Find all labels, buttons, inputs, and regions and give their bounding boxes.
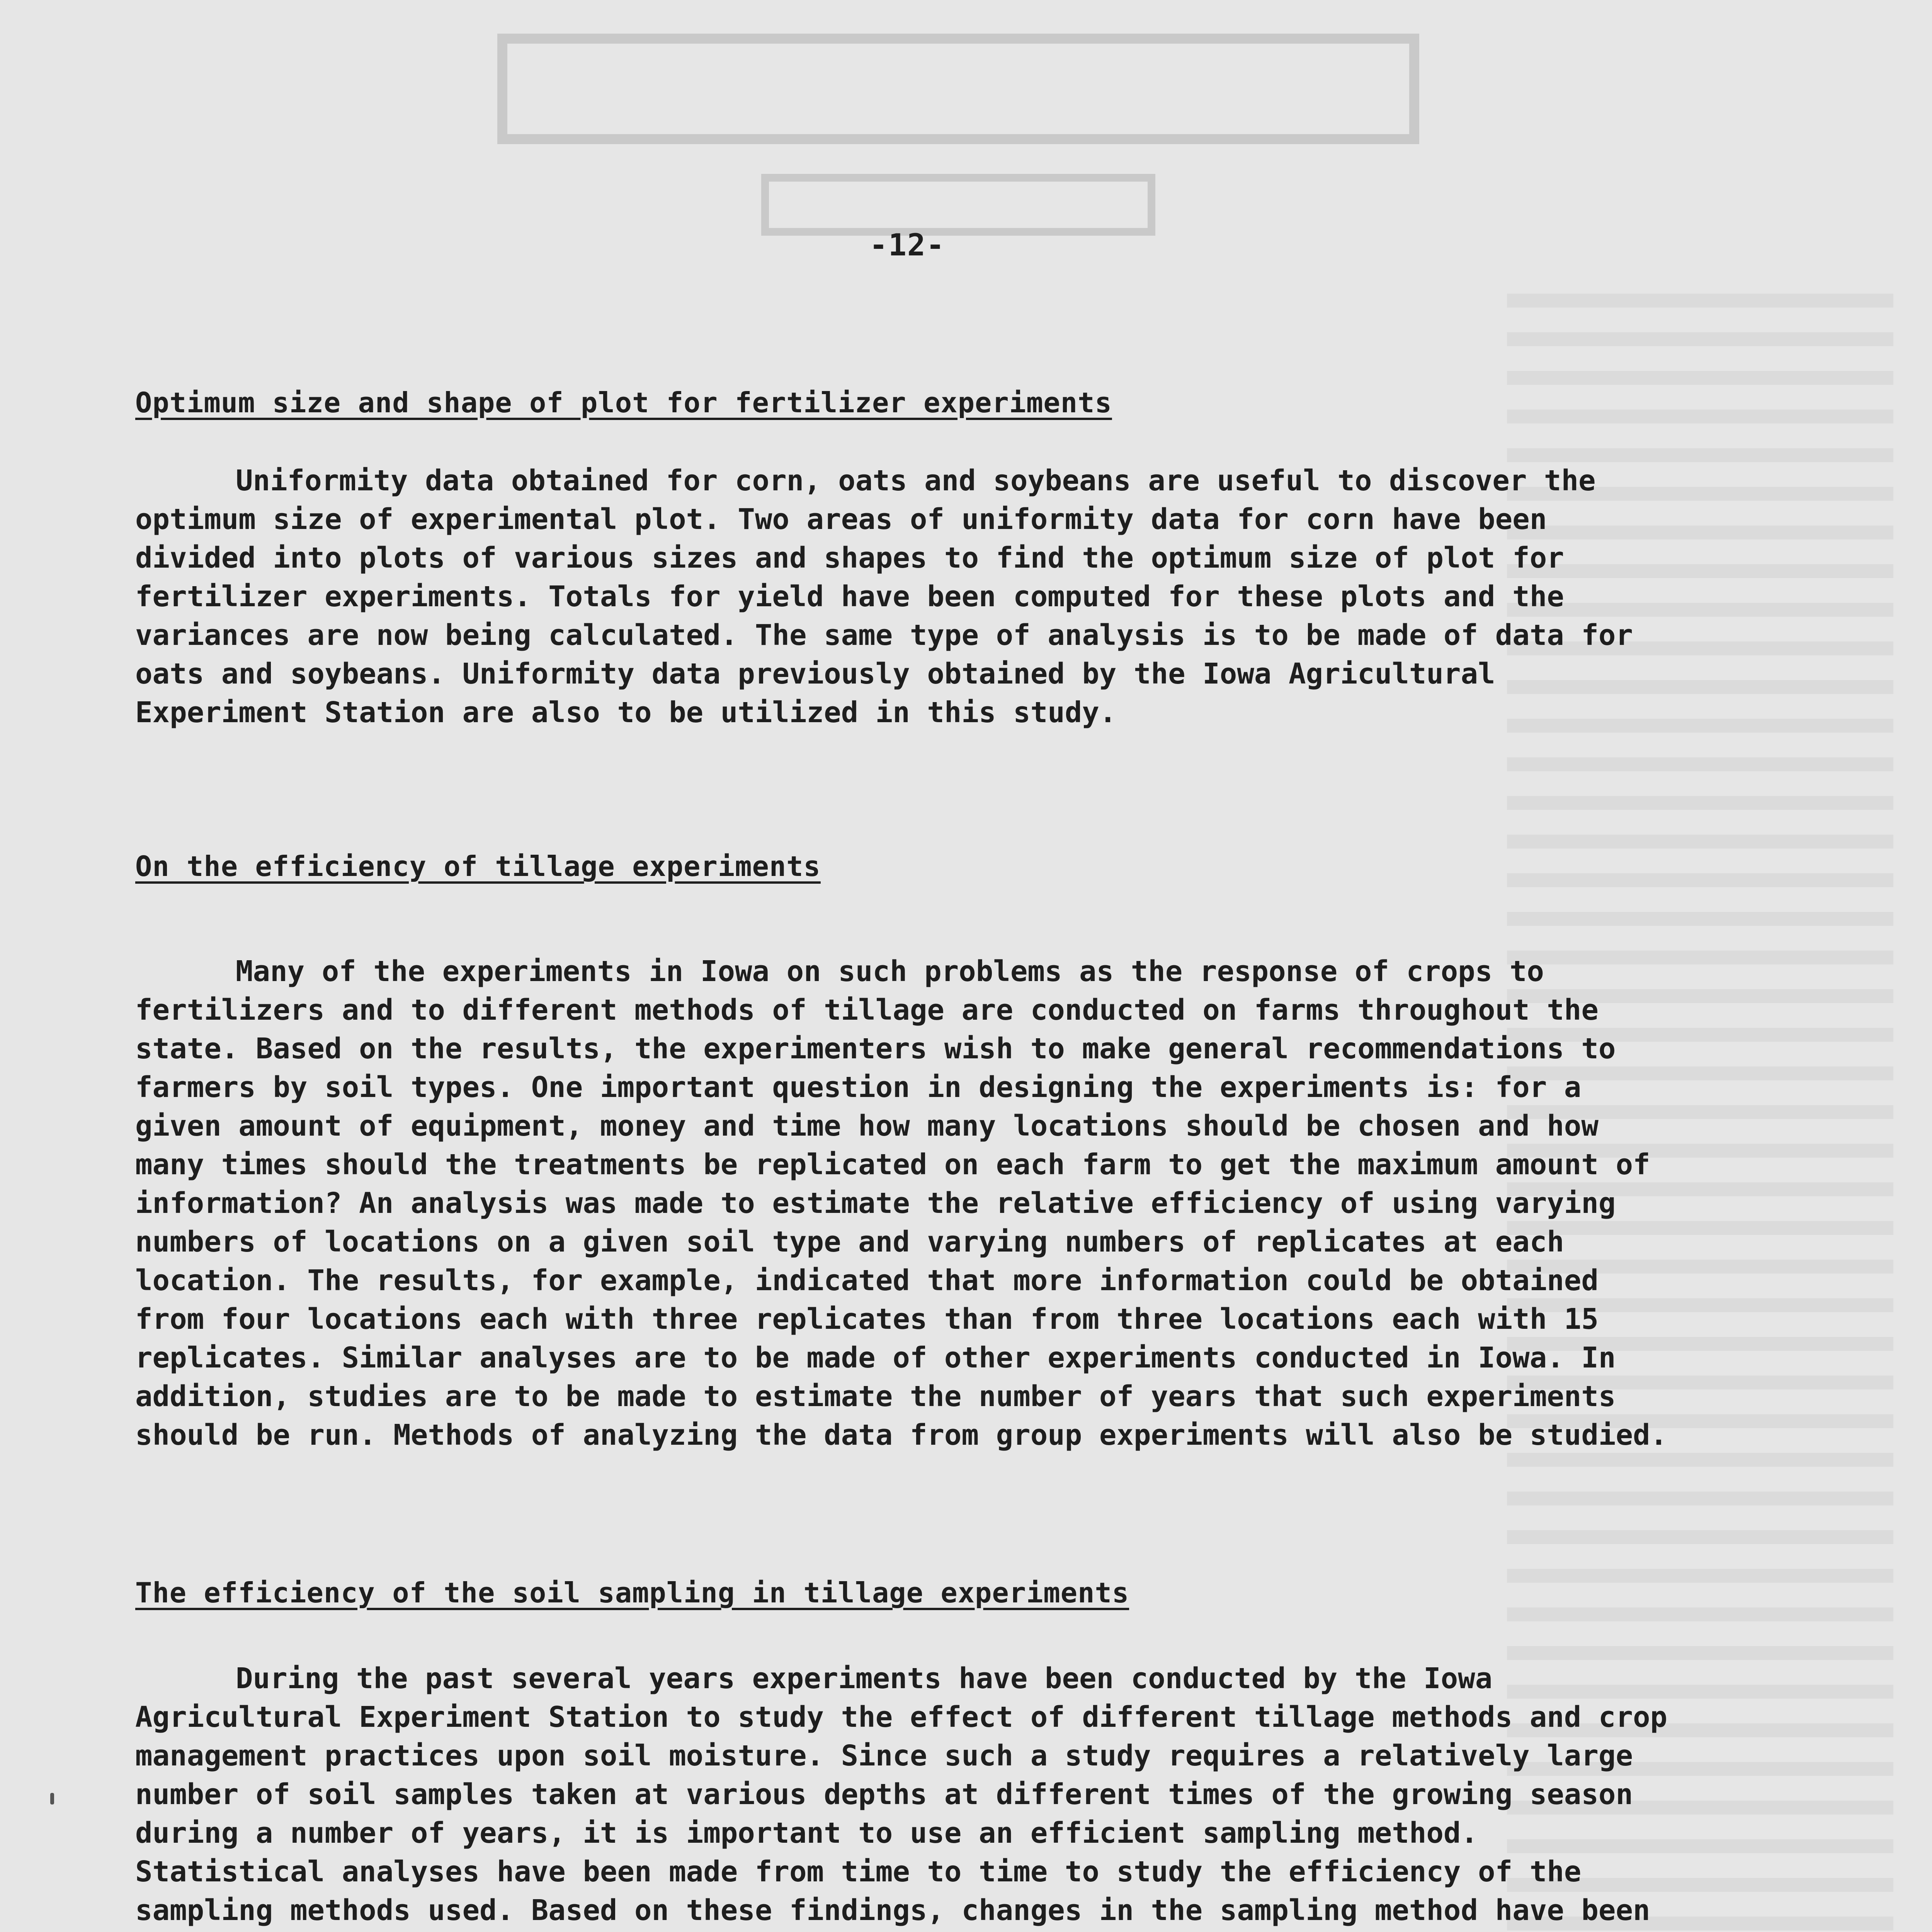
bleed-through-watermark: [495, 23, 1422, 255]
section-paragraph: Uniformity data obtained for corn, oats and soybeans are useful to discover the optimum size of experimental plot. Two areas of uniformity data for corn have been divided into plots of various sizes and shapes to find the optimum size of plot for fertilizer experiments. Totals for yield have been computed for these plots and the variances are now being calculated. The same type of analysis is to be made of data for oats and soybeans. Uniformity data previously obtained by the Iowa Agricultural Experiment Station are also to be utilized in this study.: [135, 464, 1633, 729]
section-heading: On the efficiency of tillage experiments: [135, 850, 821, 883]
stray-ink-mark: [50, 1793, 54, 1804]
section-paragraph: During the past several years experiments have been conducted by the Iowa Agricultural Experiment Station to study the effect of different tillage methods and crop management practices upon soil moisture. Since such a study requires a relatively large number of soil samples taken at various depths at different times of the growing season during a number of years, it is important to use an efficient sampling method. Statistical analyses have been made from time to time to study the efficiency of the sampling methods used. Based on these findings, changes in the sampling method have been: [135, 1662, 1668, 1927]
section-plot-size: [135, 386, 1681, 732]
section-heading: Optimum size and shape of plot for fertilizer experiments: [135, 386, 1112, 419]
page-number: -12-: [869, 228, 945, 263]
section-paragraph: Many of the experiments in Iowa on such problems as the response of crops to fertilizers and to different methods of tillage are conducted on farms throughout the state. Based on the results, the experimenters wish to make general recommendations to farmers by soil types. One important question in designing the experiments is: for a given amount of equipment, money and time how many locations should be chosen and how many times should the treatments be replicated on each farm to get the maximum amount of information? An analysis was made to estimate the relative efficiency of using varying numbers of locations on a given soil type and varying numbers of replicates at each location. The results, for example, indicated that more information could be obtained from four locations each with three replicates than from three locations each with 15 replicates. Similar analyses are to be made of other experiments conducted in Iowa. In addition, studies are to be made to estimate the number of years that such experiments should be run. Methods of analyzing the data from group experiments will also be studied.: [135, 955, 1668, 1452]
section-tillage-efficiency: [135, 850, 1681, 1454]
section-soil-sampling: [135, 1577, 1681, 1932]
section-heading: The efficiency of the soil sampling in tillage experiments: [135, 1577, 1129, 1609]
